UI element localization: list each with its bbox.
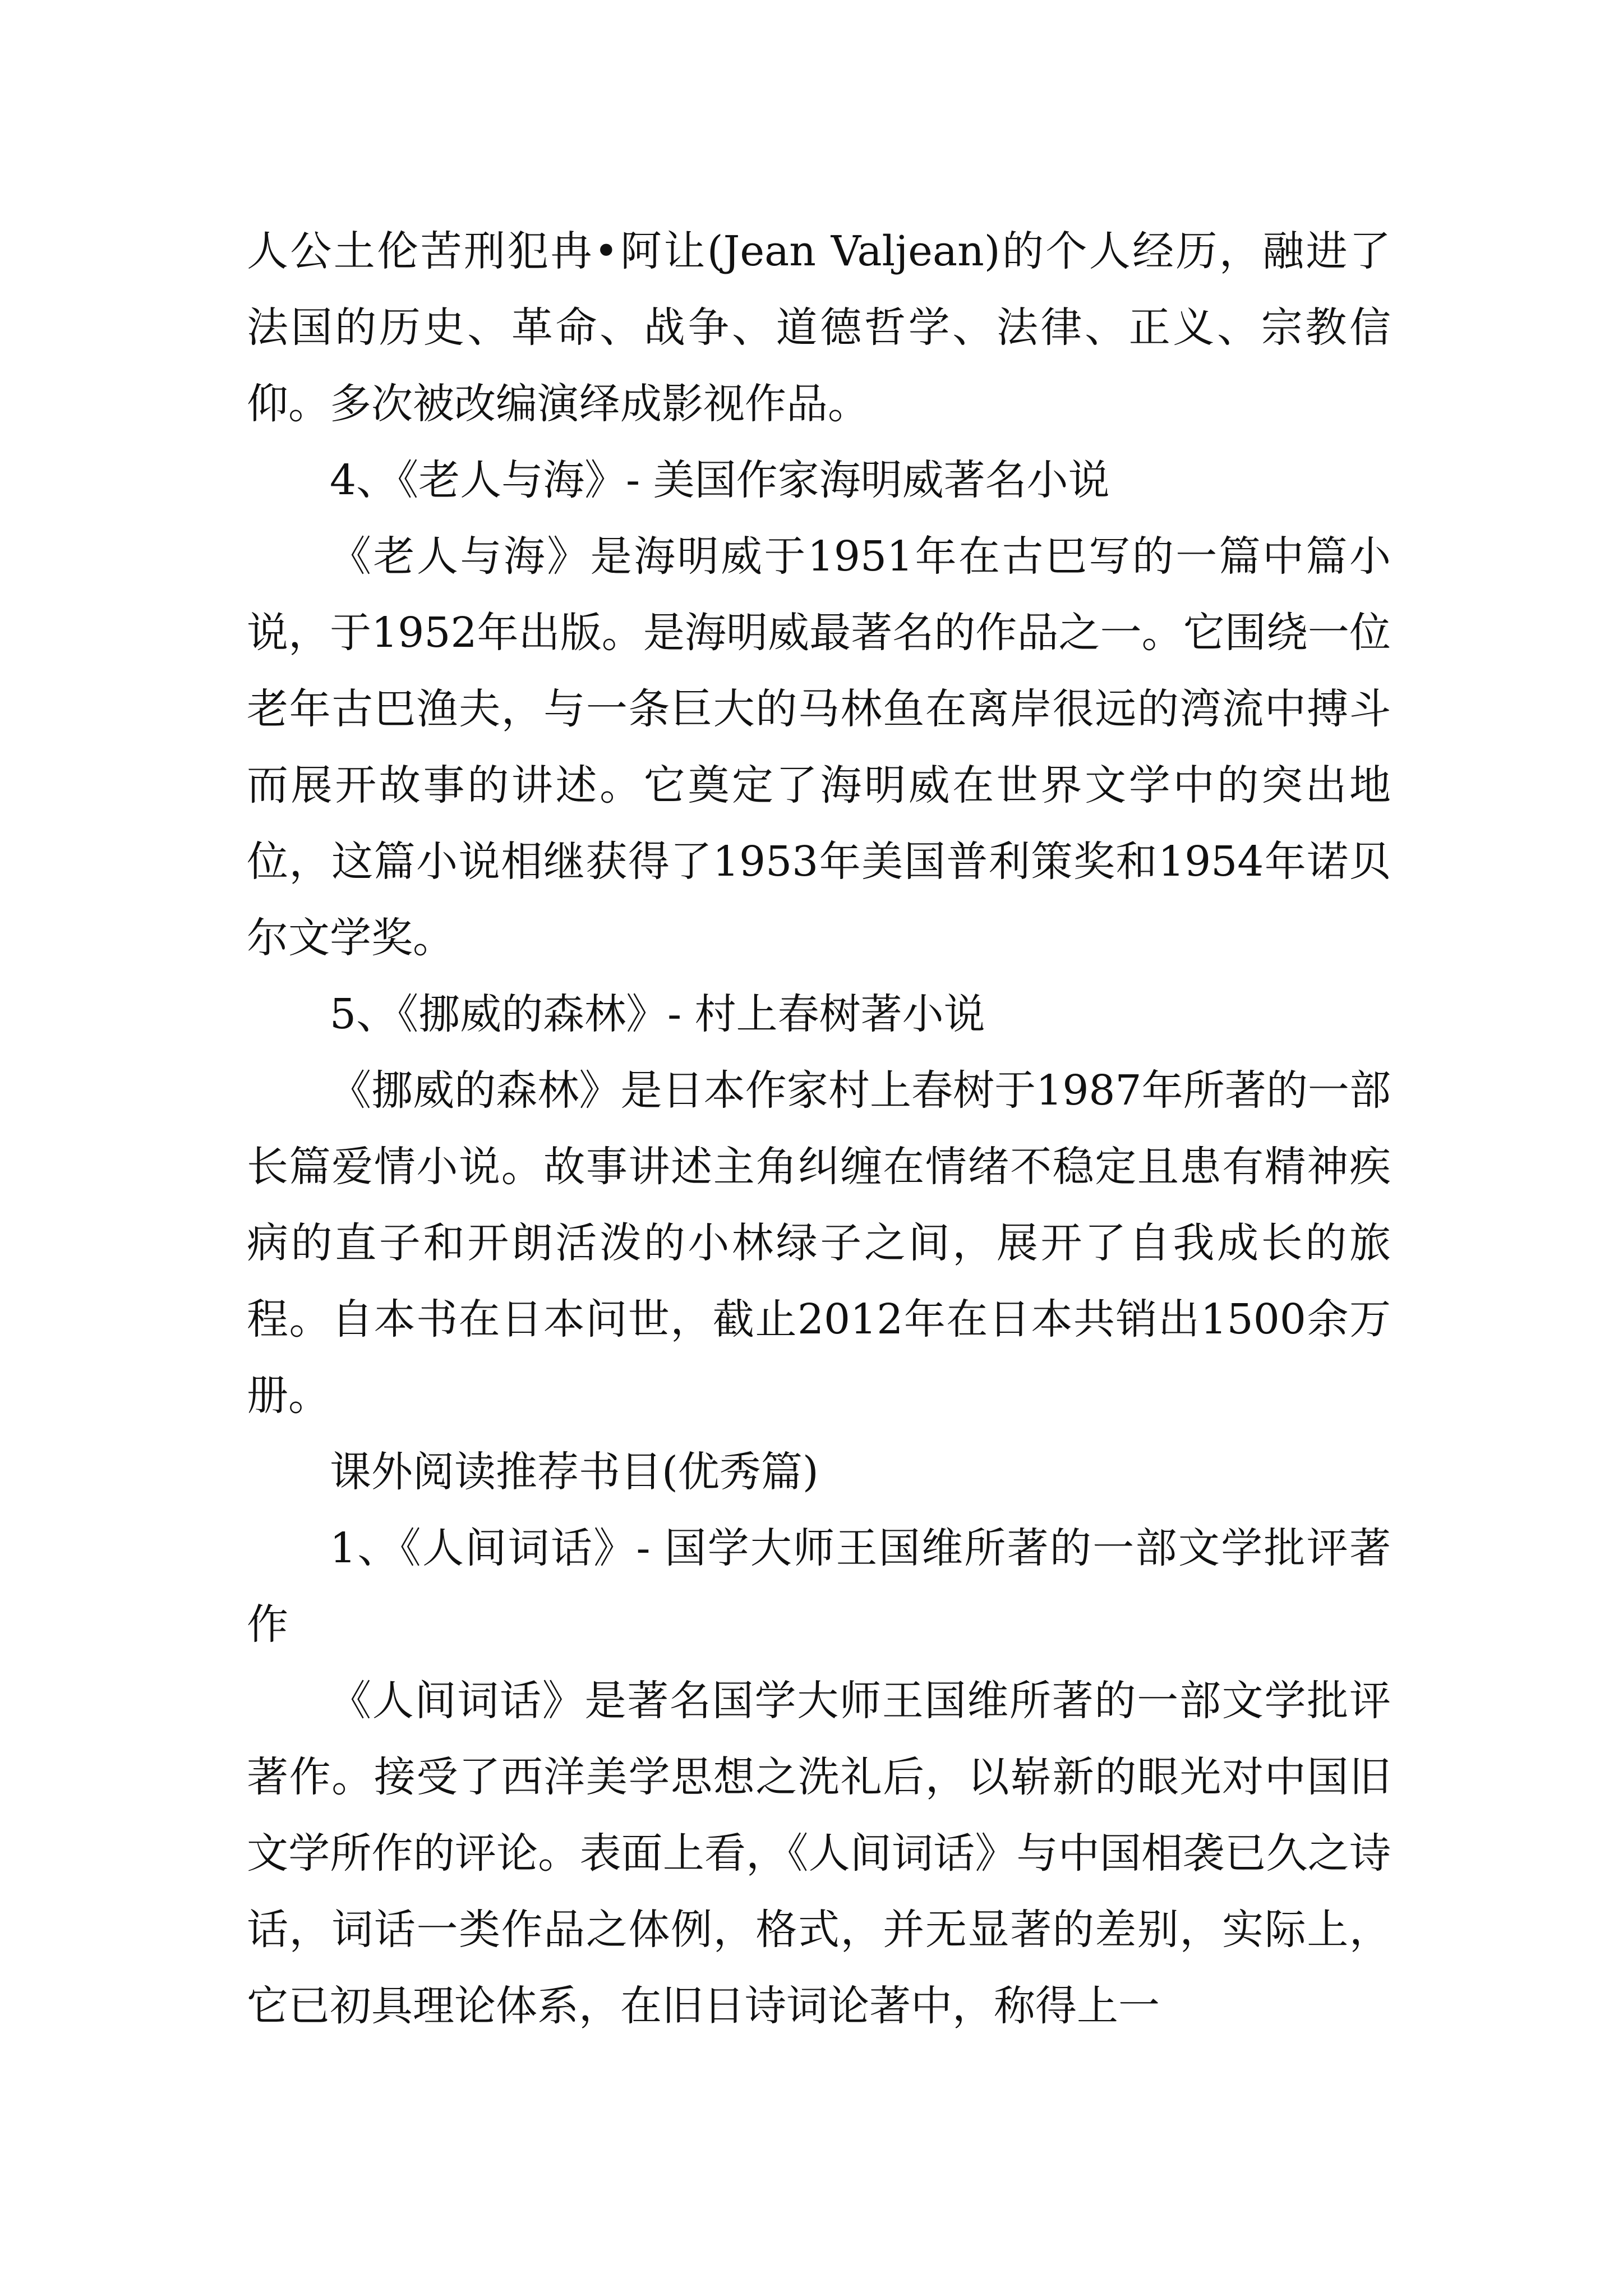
body-paragraph-continued: 人公土伦苦刑犯冉•阿让(Jean Valjean)的个人经历，融进了法国的历史、革命、战争、道德哲学、法律、正义、宗教信仰。多次被改编演绎成影视作品。	[247, 227, 1391, 428]
body-paragraph-old-man-and-the-sea: 《老人与海》是海明威于1951年在古巴写的一篇中篇小说，于1952年出版。是海明威最著名的作品之一。它围绕一位老年古巴渔夫，与一条巨大的马林鱼在离岸很远的湾流中搏斗而展开故事的讲述。它奠定了海明威在世界文学中的突出地位，这篇小说相继获得了1953年美国普利策奖和1954年诺贝尔文学奖。	[247, 532, 1391, 962]
heading-norwegian-wood: 5、《挪威的森林》- 村上春树著小说	[330, 990, 985, 1038]
body-paragraph-norwegian-wood: 《挪威的森林》是日本作家村上春树于1987年所著的一部长篇爱情小说。故事讲述主角纠缠在情绪不稳定且患有精神疾病的直子和开朗活泼的小林绿子之间，展开了自我成长的旅程。自本书在日本问世，截止2012年在日本共销出1500余万册。	[247, 1066, 1391, 1420]
section-heading-recommended-books: 课外阅读推荐书目(优秀篇)	[330, 1448, 819, 1496]
body-paragraph-renjian-cihua: 《人间词话》是著名国学大师王国维所著的一部文学批评著作。接受了西洋美学思想之洗礼后，以崭新的眼光对中国旧文学所作的评论。表面上看，《人间词话》与中国相袭已久之诗话，词话一类作品之体例，格式，并无显著的差别，实际上，它已初具理论体系，在旧日诗词论著中，称得上一	[247, 1677, 1391, 2030]
heading-old-man-and-the-sea: 4、《老人与海》- 美国作家海明威著名小说	[330, 456, 1110, 504]
document-page	[247, 213, 1391, 2044]
heading-renjian-cihua: 1、《人间词话》- 国学大师王国维所著的一部文学批评著作	[247, 1524, 1391, 1649]
